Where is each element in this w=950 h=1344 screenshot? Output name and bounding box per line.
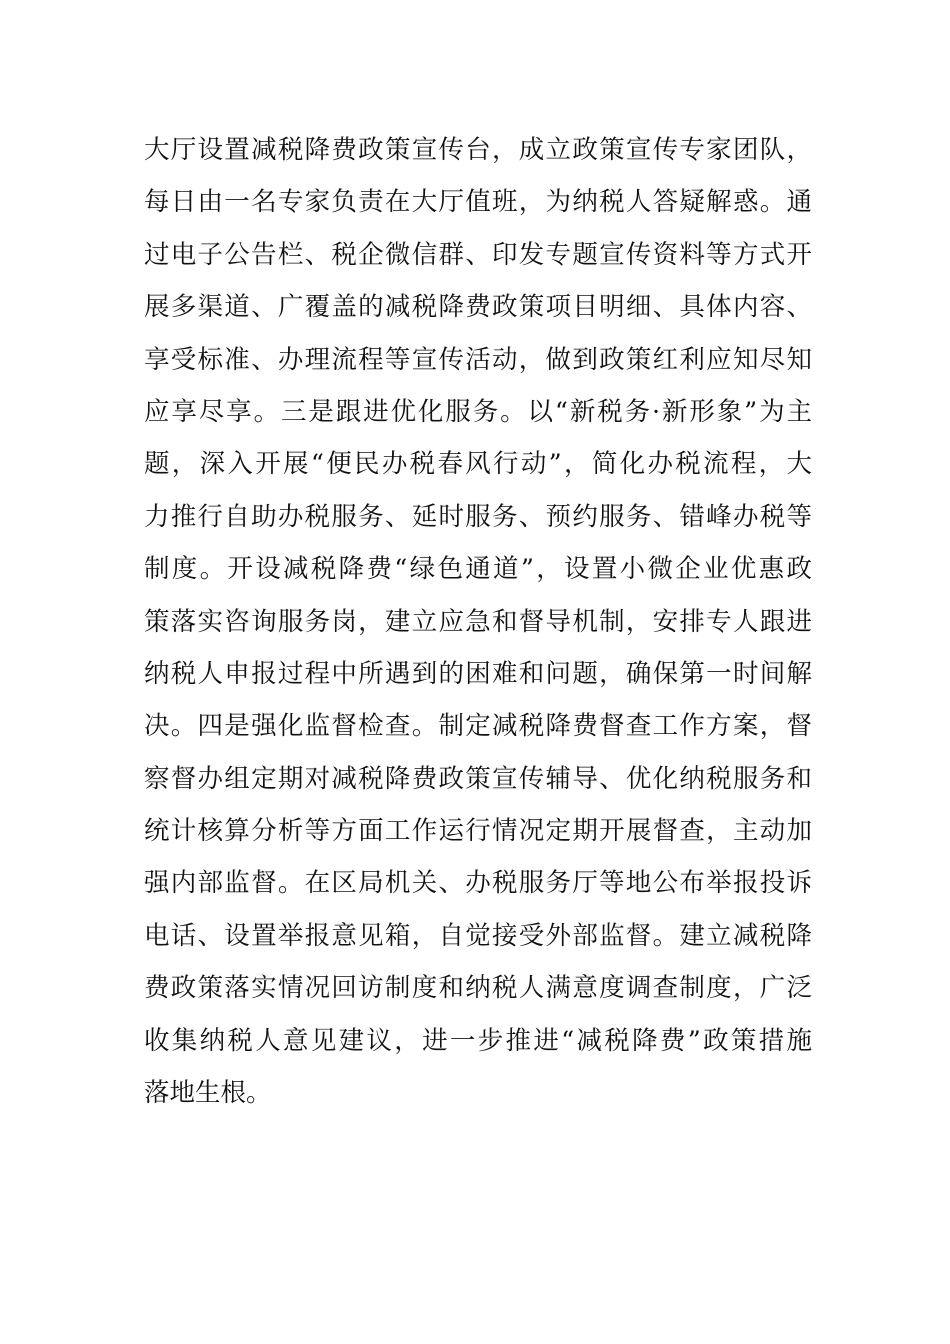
- text-line: 强内部监督。在区局机关、办税服务厅等地公布举报投诉: [144, 868, 812, 899]
- text-line: 应享尽享。三是跟进优化服务。以“新税务·新形象”为主: [144, 396, 812, 427]
- text-line: 大厅设置减税降费政策宣传台，成立政策宣传专家团队，: [144, 135, 812, 165]
- text-line: 纳税人申报过程中所遇到的困难和问题，确保第一时间解: [144, 658, 812, 689]
- text-line: 制度。开设减税降费“绿色通道”，设置小微企业优惠政: [144, 554, 812, 585]
- text-line-last: 落地生根。: [144, 1078, 272, 1109]
- text-line: 过电子公告栏、税企微信群、印发专题宣传资料等方式开: [144, 239, 812, 270]
- text-line: 力推行自助办税服务、延时服务、预约服务、错峰办税等: [144, 501, 812, 532]
- text-line: 展多渠道、广覆盖的减税降费政策项目明细、具体内容、: [144, 292, 812, 323]
- text-line: 统计核算分析等方面工作运行情况定期开展督查，主动加: [144, 816, 812, 847]
- text-line: 题，深入开展“便民办税春风行动”，简化办税流程，大: [144, 449, 812, 480]
- text-line: 策落实咨询服务岗，建立应急和督导机制，安排专人跟进: [144, 606, 812, 637]
- text-line: 享受标准、办理流程等宣传活动，做到政策红利应知尽知: [144, 344, 812, 375]
- body-paragraph: [144, 124, 812, 1119]
- text-line: 收集纳税人意见建议，进一步推进“减税降费”政策措施: [144, 1025, 812, 1056]
- text-line: 费政策落实情况回访制度和纳税人满意度调查制度，广泛: [144, 973, 812, 1004]
- text-line: 察督办组定期对减税降费政策宣传辅导、优化纳税服务和: [144, 763, 812, 794]
- text-line: 决。四是强化监督检查。制定减税降费督查工作方案，督: [144, 711, 812, 742]
- text-line: 电话、设置举报意见箱，自觉接受外部监督。建立减税降: [144, 920, 812, 951]
- text-line: 每日由一名专家负责在大厅值班，为纳税人答疑解惑。通: [144, 187, 812, 218]
